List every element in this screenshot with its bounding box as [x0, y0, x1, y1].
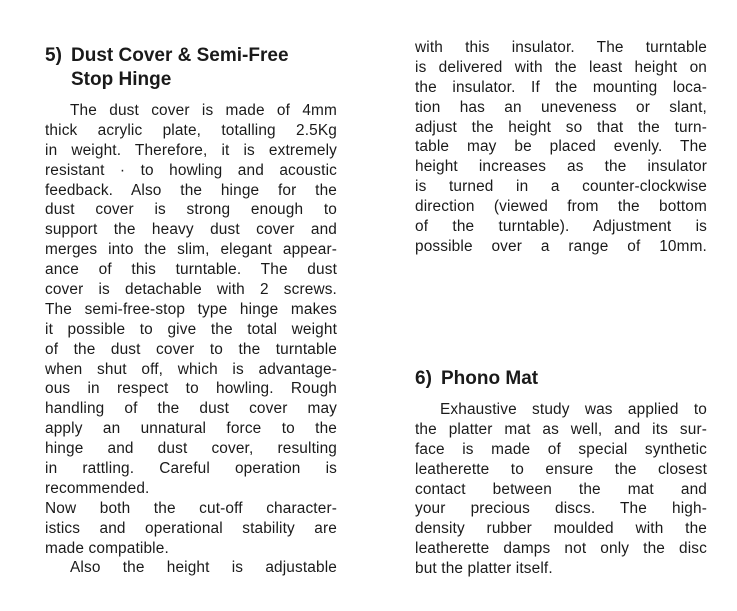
text-line: resistant · to howling and acoustic: [45, 161, 337, 179]
text-line: in weight. Therefore, it is extremely: [45, 141, 337, 159]
text-line: handling of the dust cover may: [45, 400, 337, 418]
text-line: table may be placed evenly. The: [415, 138, 707, 156]
text-line: support the heavy dust cover and: [45, 221, 337, 239]
text-line: density rubber moulded with the: [415, 520, 707, 538]
text-line: cover is detachable with 2 screws.: [45, 281, 337, 299]
section-6-title: Phono Mat: [441, 368, 539, 389]
text-line: the platter mat as well, and its sur-: [415, 420, 707, 438]
text-line: your precious discs. The high-: [415, 500, 707, 518]
section-5-title-line2: Stop Hinge: [71, 69, 172, 90]
text-line: contact between the mat and: [415, 480, 707, 498]
text-line: tion has an uneveness or slant,: [415, 98, 707, 116]
text-line: leatherette damps not only the disc: [415, 540, 707, 558]
text-line: possible over a range of 10mm.: [415, 237, 707, 255]
text-line: is delivered with the least height on: [415, 58, 707, 76]
text-line: apply an unnatural force to the: [45, 420, 337, 438]
text-line: hinge and dust cover, resulting: [45, 440, 337, 458]
text-line: ance of this turntable. The dust: [45, 261, 337, 279]
text-line: the insulator. If the mounting loca-: [415, 78, 707, 96]
text-line: in rattling. Careful operation is: [45, 460, 337, 478]
right-column: [415, 38, 707, 257]
text-line: The dust cover is made of 4mm: [70, 102, 337, 119]
text-line: thick acrylic plate, totalling 2.5Kg: [45, 121, 337, 139]
text-line: leatherette to ensure the closest: [415, 460, 707, 478]
text-line: adjust the height so that the turn-: [415, 118, 707, 136]
text-line: but the platter itself.: [415, 560, 553, 578]
text-line: ous in respect to howling. Rough: [45, 380, 337, 398]
text-line: when shut off, which is advantage-: [45, 360, 337, 378]
text-line: istics and operational stability are: [45, 519, 337, 537]
text-line: of the dust cover to the turntable: [45, 340, 337, 358]
text-line: it possible to give the total weight: [45, 320, 337, 338]
text-line: is turned in a counter-clockwise: [415, 178, 707, 196]
section-5-number: 5): [45, 45, 62, 66]
section-5-title-line1: Dust Cover & Semi-Free: [71, 45, 289, 66]
left-column: [45, 44, 337, 578]
text-line: merges into the slim, elegant appear-: [45, 241, 337, 259]
section-6-number: 6): [415, 368, 432, 389]
text-line: Exhaustive study was applied to: [440, 401, 707, 418]
section-6-body: [415, 400, 707, 579]
section-5-continued: [415, 38, 707, 257]
section-6-heading: [415, 367, 707, 391]
section-5-body: [45, 101, 337, 578]
text-line: Also the height is adjustable: [70, 559, 337, 577]
section-6: [415, 367, 707, 579]
text-line: of the turntable). Adjustment is: [415, 218, 707, 236]
section-5-heading: [45, 44, 337, 92]
text-line: made compatible.: [45, 539, 169, 557]
text-line: face is made of special synthetic: [415, 440, 707, 458]
text-line: Now both the cut-off character-: [45, 499, 337, 517]
text-line: recommended.: [45, 479, 150, 497]
text-line: with this insulator. The turntable: [415, 39, 707, 56]
text-line: height increases as the insulator: [415, 158, 707, 176]
text-line: feedback. Also the hinge for the: [45, 181, 337, 199]
text-line: dust cover is strong enough to: [45, 201, 337, 219]
text-line: direction (viewed from the bottom: [415, 198, 707, 216]
text-line: The semi-free-stop type hinge makes: [45, 300, 337, 318]
